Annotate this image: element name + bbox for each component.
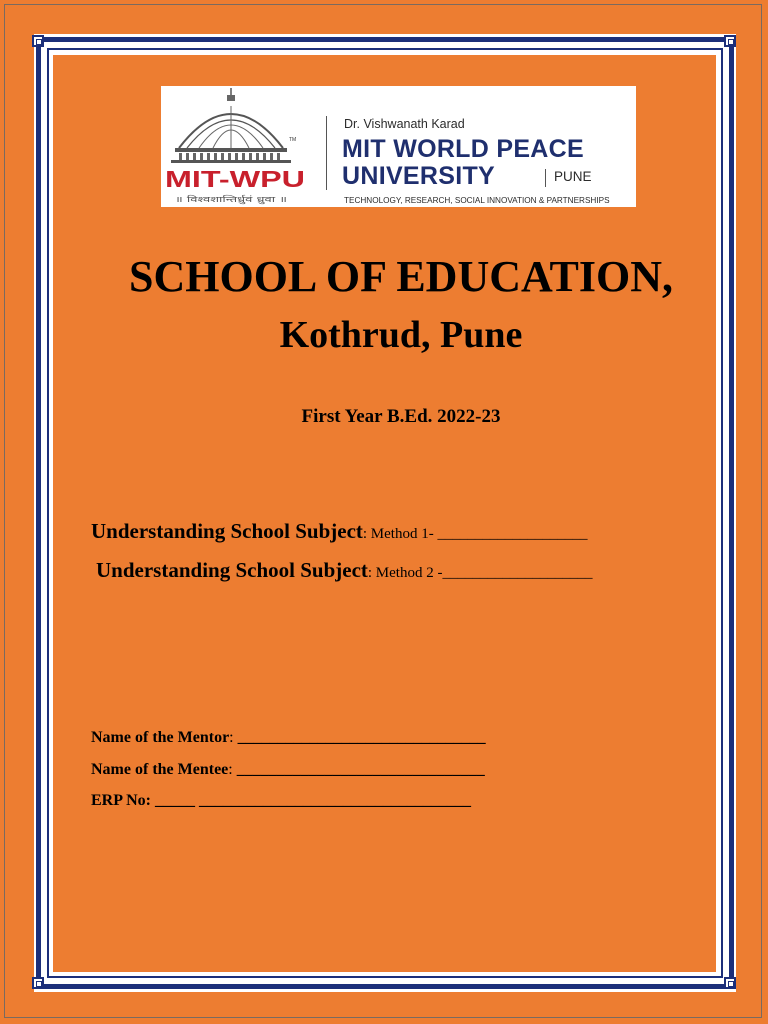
border-corner-ornament xyxy=(32,977,44,989)
mentor-name-field xyxy=(91,729,486,747)
logo-tm-mark: TM xyxy=(289,137,297,143)
logo-city-separator xyxy=(545,169,546,187)
field-blank-line: _______________________________ xyxy=(232,761,485,778)
border-corner-ornament xyxy=(32,35,44,47)
subject-method-blank: : Method 1- ____________________ xyxy=(362,526,588,542)
subject-method-blank: : Method 2 -____________________ xyxy=(367,565,593,581)
border-corner-ornament xyxy=(724,977,736,989)
subject-label: Understanding School Subject xyxy=(91,519,363,543)
university-logo-banner xyxy=(161,86,636,207)
field-label: Name of the Mentor xyxy=(91,729,230,746)
field-blank-line: _______________________________ xyxy=(233,729,486,746)
logo-university-name-line2: UNIVERSITY xyxy=(342,162,496,190)
school-location xyxy=(0,313,768,357)
border-corner-ornament xyxy=(724,35,736,47)
field-separator: : xyxy=(228,761,233,778)
subject-method-1-row xyxy=(91,519,587,544)
field-label: ERP No: _____ xyxy=(91,792,195,809)
logo-tagline: TECHNOLOGY, RESEARCH, SOCIAL INNOVATION & PARTNERSHIPS xyxy=(344,196,610,205)
school-title-text: SCHOOL OF EDUCATION, xyxy=(129,252,673,301)
erp-number-field xyxy=(91,792,471,810)
logo-divider xyxy=(326,116,327,190)
logo-city: PUNE xyxy=(554,169,592,184)
logo-motto: ॥ विश्वशान्तिर्ध्रुवं ध्रुवा ॥ xyxy=(175,195,244,204)
academic-year-text: First Year B.Ed. 2022-23 xyxy=(301,406,501,427)
field-label: Name of the Mentee xyxy=(91,761,229,778)
logo-university-name-line1: MIT WORLD PEACE xyxy=(342,135,584,163)
logo-founder-name: Dr. Vishwanath Karad xyxy=(344,117,465,131)
field-blank-line: __________________________________ xyxy=(195,792,471,809)
school-location-text: Kothrud, Pune xyxy=(279,314,523,356)
field-separator: : xyxy=(229,729,234,746)
logo-emblem-wordmark: MIT-WPU xyxy=(165,166,305,192)
subject-label: Understanding School Subject xyxy=(96,558,368,582)
logo-text-block xyxy=(344,86,636,207)
academic-year xyxy=(0,406,768,428)
mit-wpu-dome-emblem xyxy=(161,86,321,207)
subject-method-2-row xyxy=(96,558,592,583)
school-title xyxy=(0,251,768,302)
mentee-name-field xyxy=(91,761,485,779)
